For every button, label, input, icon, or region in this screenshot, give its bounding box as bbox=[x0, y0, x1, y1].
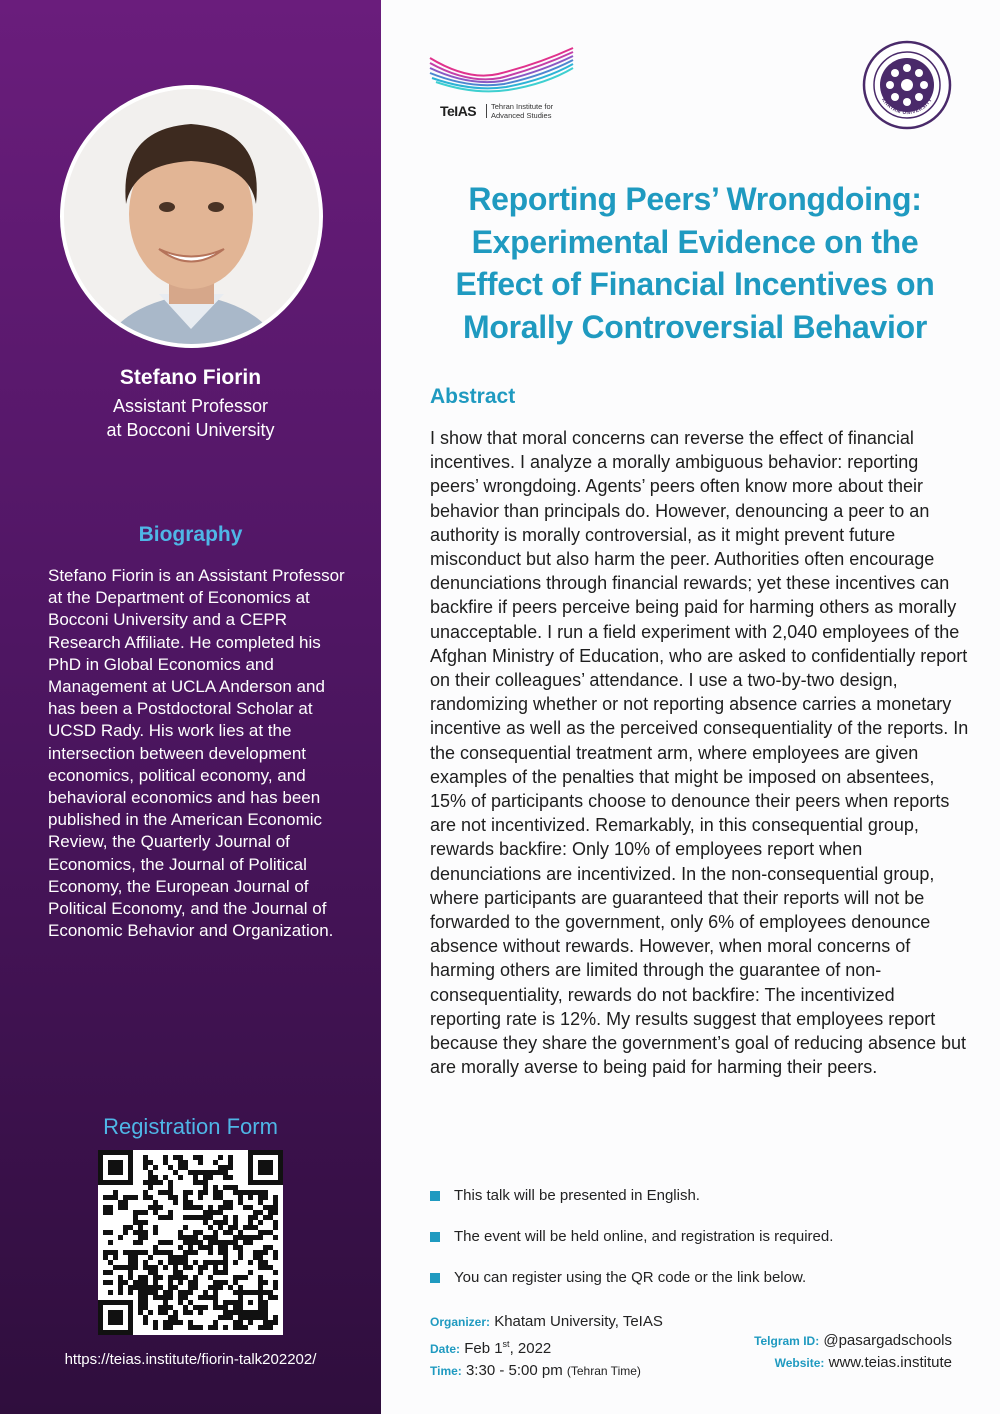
talk-title-line2: Experimental Evidence on the bbox=[471, 223, 919, 260]
biography-heading: Biography bbox=[138, 523, 243, 546]
time-label: Time: bbox=[430, 1364, 462, 1378]
teias-subtitle-line2: Advanced Studies bbox=[491, 111, 552, 120]
speaker-role bbox=[0, 394, 381, 442]
time-row bbox=[430, 1360, 663, 1382]
telegram-row bbox=[754, 1330, 952, 1352]
telegram-value[interactable]: @pasargadschools bbox=[823, 1332, 952, 1349]
speaker-role-line2: at Bocconi University bbox=[106, 420, 275, 440]
talk-title-line4: Morally Controversial Behavior bbox=[462, 308, 928, 345]
biography-text: Stefano Fiorin is an Assistant Professor at the Department of Economics at Bocconi University and a CEPR Research Affiliate. He completed his PhD in Global Economics and Management at UCLA Anderson and has been a Postdoctoral Scholar at UCSD Rady. His work lies at the intersection between development economics, political economy, and behavioral economics and has been published in the American Economic Review, the Quarterly Journal of Economics, the Journal of Political Economy, the European Journal of Political Economy, and the Journal of Economic Behavior and Organization. bbox=[48, 566, 345, 941]
telegram-label: Telgram ID: bbox=[754, 1334, 820, 1348]
organizer-row bbox=[430, 1311, 663, 1333]
website-label: Website: bbox=[774, 1356, 825, 1370]
khatam-university-logo bbox=[862, 40, 952, 130]
teias-logo-subtitle bbox=[491, 102, 553, 120]
note-online: The event will be held online, and registration is required. bbox=[430, 1227, 970, 1268]
website-value[interactable]: www.teias.institute bbox=[828, 1354, 952, 1371]
registration-qr-code[interactable] bbox=[98, 1150, 283, 1335]
registration-heading: Registration Form bbox=[103, 1114, 278, 1139]
time-zone: (Tehran Time) bbox=[566, 1364, 641, 1378]
event-notes-list bbox=[430, 1186, 970, 1309]
teias-logo-name: TeIAS bbox=[440, 103, 477, 119]
contact-info bbox=[754, 1330, 952, 1374]
organizer-label: Organizer: bbox=[430, 1315, 491, 1329]
website-row bbox=[754, 1352, 952, 1374]
speaker-role-line1: Assistant Professor bbox=[112, 396, 269, 416]
teias-subtitle-line1: Tehran Institute for bbox=[491, 102, 554, 111]
talk-title bbox=[420, 178, 970, 348]
date-suffix: st bbox=[502, 1339, 510, 1349]
date-row bbox=[430, 1333, 663, 1360]
organizer-value: Khatam University, TeIAS bbox=[494, 1313, 663, 1330]
abstract-text: I show that moral concerns can reverse the effect of financial incentives. I analyze a morally ambiguous behavior: reporting peers’ wrongdoing. Agents’ peers often know more about their behavior than principals do. However, denouncing a peer to an authority is morally controversial, as it might prevent future misconduct but also harm the peer. Authorities often encourage denunciations through financial rewards; yet these incentives can backfire if peers perceive being paid for harming others as morally unacceptable. I run a field experiment with 2,040 employees of the Afghan Ministry of Education, who are asked to confidentially report on their colleagues’ attendance. I use a two-by-two design, randomizing whether or not reporting absence carries a monetary incentive as well as the perceived consequentiality of the reports. In the consequential treatment arm, where employees are given examples of the penalties that might be imposed on absentees, 15% of participants choose to denounce their peers when reports are not incentivized. Remarkably, in this consequential group, rewards backfire: Only 10% of employees report when denunciations are incentivized. In the non-consequential group, where participants are guaranteed that their reports will not be forwarded to the government, only 6% of employees denounce absence without rewards. However, when moral concerns of harming others are limited through the guarantee of non-consequentiality, rewards do not backfire: The incentivized reporting rate is 12%. My results suggest that employees report because they share the government’s goal of reducing absence but are morally averse to being paid for harming their peers. bbox=[430, 428, 969, 1078]
speaker-name: Stefano Fiorin bbox=[119, 366, 262, 389]
event-info bbox=[430, 1311, 663, 1382]
abstract-heading: Abstract bbox=[430, 385, 516, 408]
note-register: You can register using the QR code or the link below. bbox=[430, 1268, 970, 1309]
khatam-logo-name: KHATAM UNIVERSITY bbox=[880, 97, 934, 117]
time-value: 3:30 - 5:00 pm bbox=[465, 1362, 563, 1379]
speaker-photo bbox=[60, 85, 323, 348]
speaker-sidebar bbox=[0, 0, 381, 1414]
date-year: , 2022 bbox=[509, 1340, 552, 1357]
teias-logo-separator bbox=[486, 104, 487, 118]
date-value: Feb 1 bbox=[464, 1340, 503, 1357]
talk-title-line3: Effect of Financial Incentives on bbox=[455, 266, 935, 302]
registration-link[interactable]: https://teias.institute/fiorin-talk202202/ bbox=[64, 1351, 317, 1368]
note-language: This talk will be presented in English. bbox=[430, 1186, 970, 1227]
talk-title-line1: Reporting Peers’ Wrongdoing: bbox=[468, 181, 922, 217]
date-label: Date: bbox=[430, 1342, 461, 1356]
